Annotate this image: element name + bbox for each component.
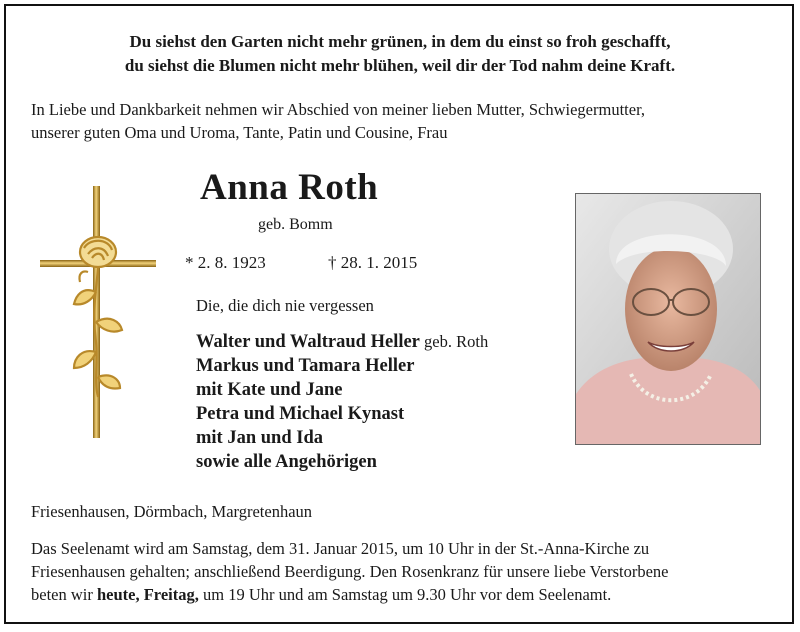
- deceased-name: Anna Roth: [200, 167, 379, 208]
- mourner-line: Markus und Tamara Heller: [196, 356, 415, 376]
- mourner-line: mit Kate und Jane: [196, 380, 343, 400]
- mourner-line: Petra und Michael Kynast: [196, 404, 405, 424]
- birth-date: * 2. 8. 1923: [185, 253, 266, 272]
- service-line-1: Das Seelenamt wird am Samstag, dem 31. Januar 2015, um 10 Uhr in der St.-Anna-Kirche zu: [31, 539, 650, 558]
- towns: Friesenhausen, Dörmbach, Margretenhaun: [31, 502, 313, 521]
- mourner-line: mit Jan und Ida: [196, 428, 323, 448]
- poem-line-2: du siehst die Blumen nicht mehr blühen, weil dir der Tod nahm deine Kraft.: [124, 56, 676, 75]
- cross-with-rose-icon: [38, 182, 158, 442]
- intro-line-1: In Liebe und Dankbarkeit nehmen wir Abschied von meiner lieben Mutter, Schwiegermutter,: [31, 100, 646, 119]
- portrait-photo: [575, 193, 761, 445]
- poem-line-1: Du siehst den Garten nicht mehr grünen, in dem du einst so froh geschafft,: [129, 32, 671, 51]
- mourner-line: Walter und Waltraud Heller geb. Roth: [196, 332, 489, 352]
- service-line-2: Friesenhausen gehalten; anschließend Beerdigung. Den Rosenkranz für unsere liebe Verstorbene: [31, 562, 669, 581]
- service-info: [31, 537, 771, 606]
- mourners-list: [196, 330, 488, 474]
- intro-line-2: unserer guten Oma und Uroma, Tante, Patin und Cousine, Frau: [31, 123, 448, 142]
- service-line-3: beten wir heute, Freitag, um 19 Uhr und am Samstag um 9.30 Uhr vor dem Seelenamt.: [31, 585, 612, 604]
- poem: [0, 30, 800, 78]
- maiden-name: geb. Bomm: [258, 216, 333, 233]
- mourners-intro: Die, die dich nie vergessen: [196, 296, 374, 315]
- intro-text: [31, 98, 776, 144]
- mourner-line: sowie alle Angehörigen: [196, 452, 377, 472]
- death-date: † 28. 1. 2015: [328, 253, 418, 272]
- service-day-highlight: heute, Freitag,: [96, 585, 199, 604]
